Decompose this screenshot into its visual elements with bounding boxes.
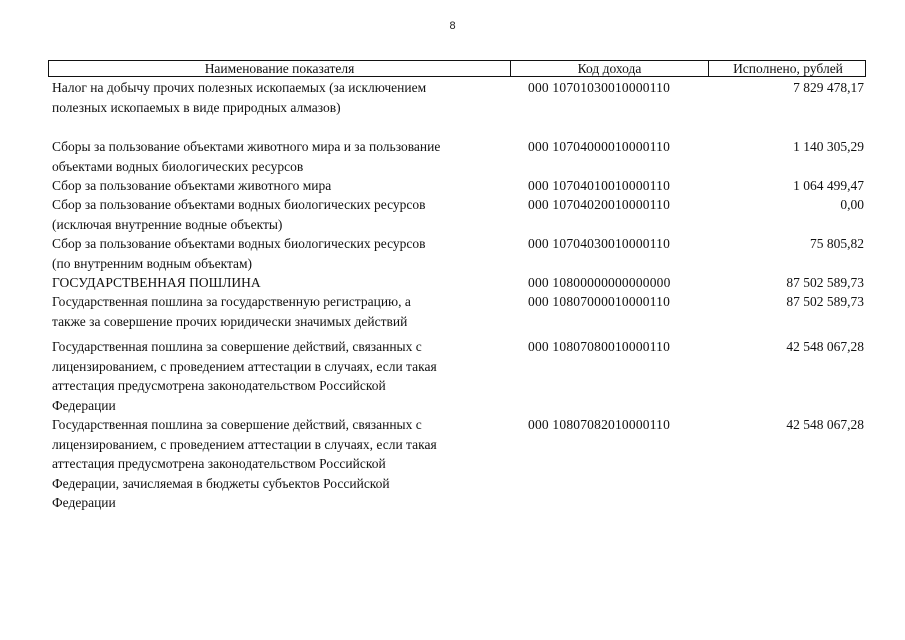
table-row (48, 337, 866, 415)
table-row (48, 137, 866, 176)
row-name: Налог на добычу прочих полезных ископаемых (за исключением полезных ископаемых в виде природных алмазов) (52, 80, 427, 115)
row-name: Государственная пошлина за государственную регистрацию, а также за совершение прочих юридически значимых действий (52, 294, 411, 329)
row-name: Сбор за пользование объектами водных биологических ресурсов (исключая внутренние водные объекты) (52, 197, 426, 232)
table-header (48, 60, 866, 77)
table-row (48, 195, 866, 234)
row-code: 000 10807000010000110 (528, 294, 671, 309)
row-name: Государственная пошлина за совершение действий, связанных с лицензированием, с проведением аттестации в случаях, если такая аттестация предусмотрена законодательством Российской Федерации (52, 339, 437, 413)
row-code: 000 10807080010000110 (528, 339, 671, 354)
row-value: 42 548 067,28 (786, 417, 864, 432)
table-row (48, 292, 866, 331)
row-name: Сбор за пользование объектами животного мира (52, 178, 332, 193)
row-code: 000 10701030010000110 (528, 80, 671, 95)
row-value: 75 805,82 (810, 236, 864, 251)
row-name: ГОСУДАРСТВЕННАЯ ПОШЛИНА (52, 275, 261, 290)
row-name: Сборы за пользование объектами животного мира и за пользование объектами водных биологических ресурсов (52, 139, 441, 174)
header-value: Исполнено, рублей (708, 61, 867, 76)
table-row (48, 273, 866, 293)
table-row (48, 234, 866, 273)
header-code: Код дохода (510, 61, 708, 76)
revenue-table (48, 60, 866, 510)
row-name: Сбор за пользование объектами водных биологических ресурсов (по внутренним водным объектам) (52, 236, 426, 271)
row-value: 42 548 067,28 (786, 339, 864, 354)
row-value: 0,00 (840, 197, 864, 212)
table-row (48, 78, 866, 117)
row-value: 1 064 499,47 (793, 178, 864, 193)
row-code: 000 10800000000000000 (528, 275, 671, 290)
table-row (48, 176, 866, 196)
row-code: 000 10704020010000110 (528, 197, 671, 212)
row-code: 000 10807082010000110 (528, 417, 671, 432)
row-value: 7 829 478,17 (793, 80, 864, 95)
row-code: 000 10704010010000110 (528, 178, 671, 193)
header-name: Наименование показателя (204, 61, 355, 76)
row-value: 1 140 305,29 (793, 139, 864, 154)
table-row (48, 415, 866, 513)
row-code: 000 10704000010000110 (528, 139, 671, 154)
row-value: 87 502 589,73 (786, 294, 864, 309)
page-number: 8 (449, 20, 456, 32)
row-name: Государственная пошлина за совершение действий, связанных с лицензированием, с проведением аттестации в случаях, если такая аттестация предусмотрена законодательством Российской Федерации, зачисляемая в бюджеты субъектов Российской Федерации (52, 417, 437, 510)
row-value: 87 502 589,73 (786, 275, 864, 290)
row-code: 000 10704030010000110 (528, 236, 671, 251)
